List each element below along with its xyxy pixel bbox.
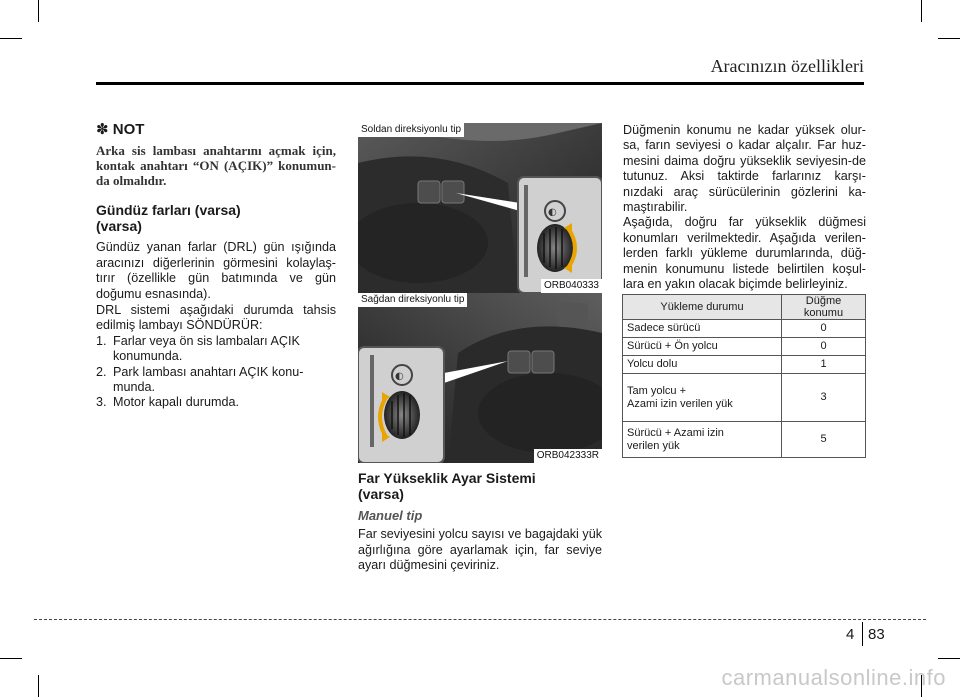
- right-paragraph-2: Aşağıda, doğru far yükseklik düğmesi konumları verilmektedir. Aşağıda verilen-lerden farklı yükleme durumlarında, düğ-menin konumunu listede belirtilen koşul-lara en yakın olacak biçimde belirleyiniz.: [623, 215, 866, 292]
- right-paragraph-1: Düğmenin konumu ne kadar yüksek olur-sa, farın seviyesi o kadar alçalır. Far huz-mesini daima doğru yükseklik seviyesin-de tutunuz. Aksi taktirde farlarınız karşı-nızdaki araç sürücülerinin gözlerini ka-maştırabilir.: [623, 123, 866, 215]
- table-row: [623, 374, 866, 422]
- leveling-title: [358, 470, 602, 502]
- load-table: [622, 294, 866, 458]
- photo-code: ORB042333R: [534, 449, 602, 463]
- photo-type-label: Sağdan direksiyonlu tip: [358, 293, 467, 307]
- table-cell: Tam yolcu + Azami izin verilen yük: [623, 374, 782, 422]
- crop-mark: [921, 0, 922, 22]
- drl-title: [96, 202, 336, 234]
- header-rule: [96, 82, 864, 85]
- chapter-title: Aracınızın özellikleri: [710, 56, 864, 76]
- page-number: 83: [868, 626, 885, 643]
- svg-text:◐: ◐: [395, 371, 404, 382]
- watermark: carmanualsonline.info: [721, 665, 946, 690]
- leveling-section: [358, 470, 602, 574]
- table-cell: 0: [782, 338, 866, 356]
- photo-right-hand-drive: [358, 293, 602, 463]
- drl-title-line2: (varsa): [96, 218, 142, 235]
- table-cell: Yolcu dolu: [623, 356, 782, 374]
- list-item: 3. Motor kapalı durumda.: [96, 395, 239, 410]
- svg-text:◐: ◐: [548, 207, 557, 218]
- table-cell: 5: [782, 422, 866, 458]
- chapter-number: 4: [846, 626, 855, 643]
- drl-paragraph-2: DRL sistemi aşağıdaki durumda tahsis edilmiş lambayı SÖNDÜRÜR:: [96, 303, 336, 333]
- leveling-title-line2: (varsa): [358, 486, 404, 502]
- table-header: Yükleme durumu: [623, 295, 782, 320]
- table-cell: Sadece sürücü: [623, 320, 782, 338]
- table-cell: 0: [782, 320, 866, 338]
- crop-mark: [0, 38, 22, 39]
- drl-paragraph-1: Gündüz yanan farlar (DRL) gün ışığında aracınızı diğerlerinin görmesini kolaylaş-tırır (özellikle gün batımında ve gün doğumu esnasında).: [96, 240, 336, 301]
- photo-left-hand-drive: [358, 123, 602, 293]
- crop-mark: [0, 658, 22, 659]
- table-header: Düğme konumu: [782, 295, 866, 320]
- crop-mark: [38, 675, 39, 697]
- page-divider: [862, 622, 863, 646]
- table-row: [623, 422, 866, 458]
- table-row: [623, 320, 866, 338]
- table-cell: 1: [782, 356, 866, 374]
- crop-mark: [938, 658, 960, 659]
- footer-rule: [34, 619, 926, 620]
- photo-code: ORB040333: [541, 279, 602, 293]
- table-cell: Sürücü + Ön yolcu: [623, 338, 782, 356]
- leveling-paragraph: Far seviyesini yolcu sayısı ve bagajdaki yük ağırlığına göre ayarlamak için, far seviye ayarı düğmesini çeviriniz.: [358, 527, 602, 573]
- note-body: Arka sis lambası anahtarını açmak için, kontak anahtarı “ON (AÇIK)” konumun-da olmalıdır.: [96, 143, 336, 189]
- left-column: [96, 122, 336, 411]
- leveling-subtitle: Manuel tip: [358, 508, 423, 523]
- list-item: 2. Park lambası anahtarı AÇIK konu-munda.: [96, 364, 304, 395]
- crop-mark: [938, 38, 960, 39]
- list-item: 1. Farlar veya ön sis lambaları AÇIK konumunda.: [96, 333, 300, 364]
- crop-mark: [38, 0, 39, 22]
- table-cell: Sürücü + Azami izin verilen yük: [623, 422, 782, 458]
- table-header-row: [623, 295, 866, 320]
- right-column: [623, 123, 866, 292]
- drl-steps: [96, 334, 336, 411]
- note-title: ✽ NOT: [96, 121, 145, 138]
- table-cell: 3: [782, 374, 866, 422]
- photo-type-label: Soldan direksiyonlu tip: [358, 123, 464, 137]
- leveling-title-line1: Far Yükseklik Ayar Sistemi: [358, 470, 536, 486]
- table-row: [623, 338, 866, 356]
- drl-title-line1: Gündüz farları (varsa): [96, 202, 241, 219]
- table-row: [623, 356, 866, 374]
